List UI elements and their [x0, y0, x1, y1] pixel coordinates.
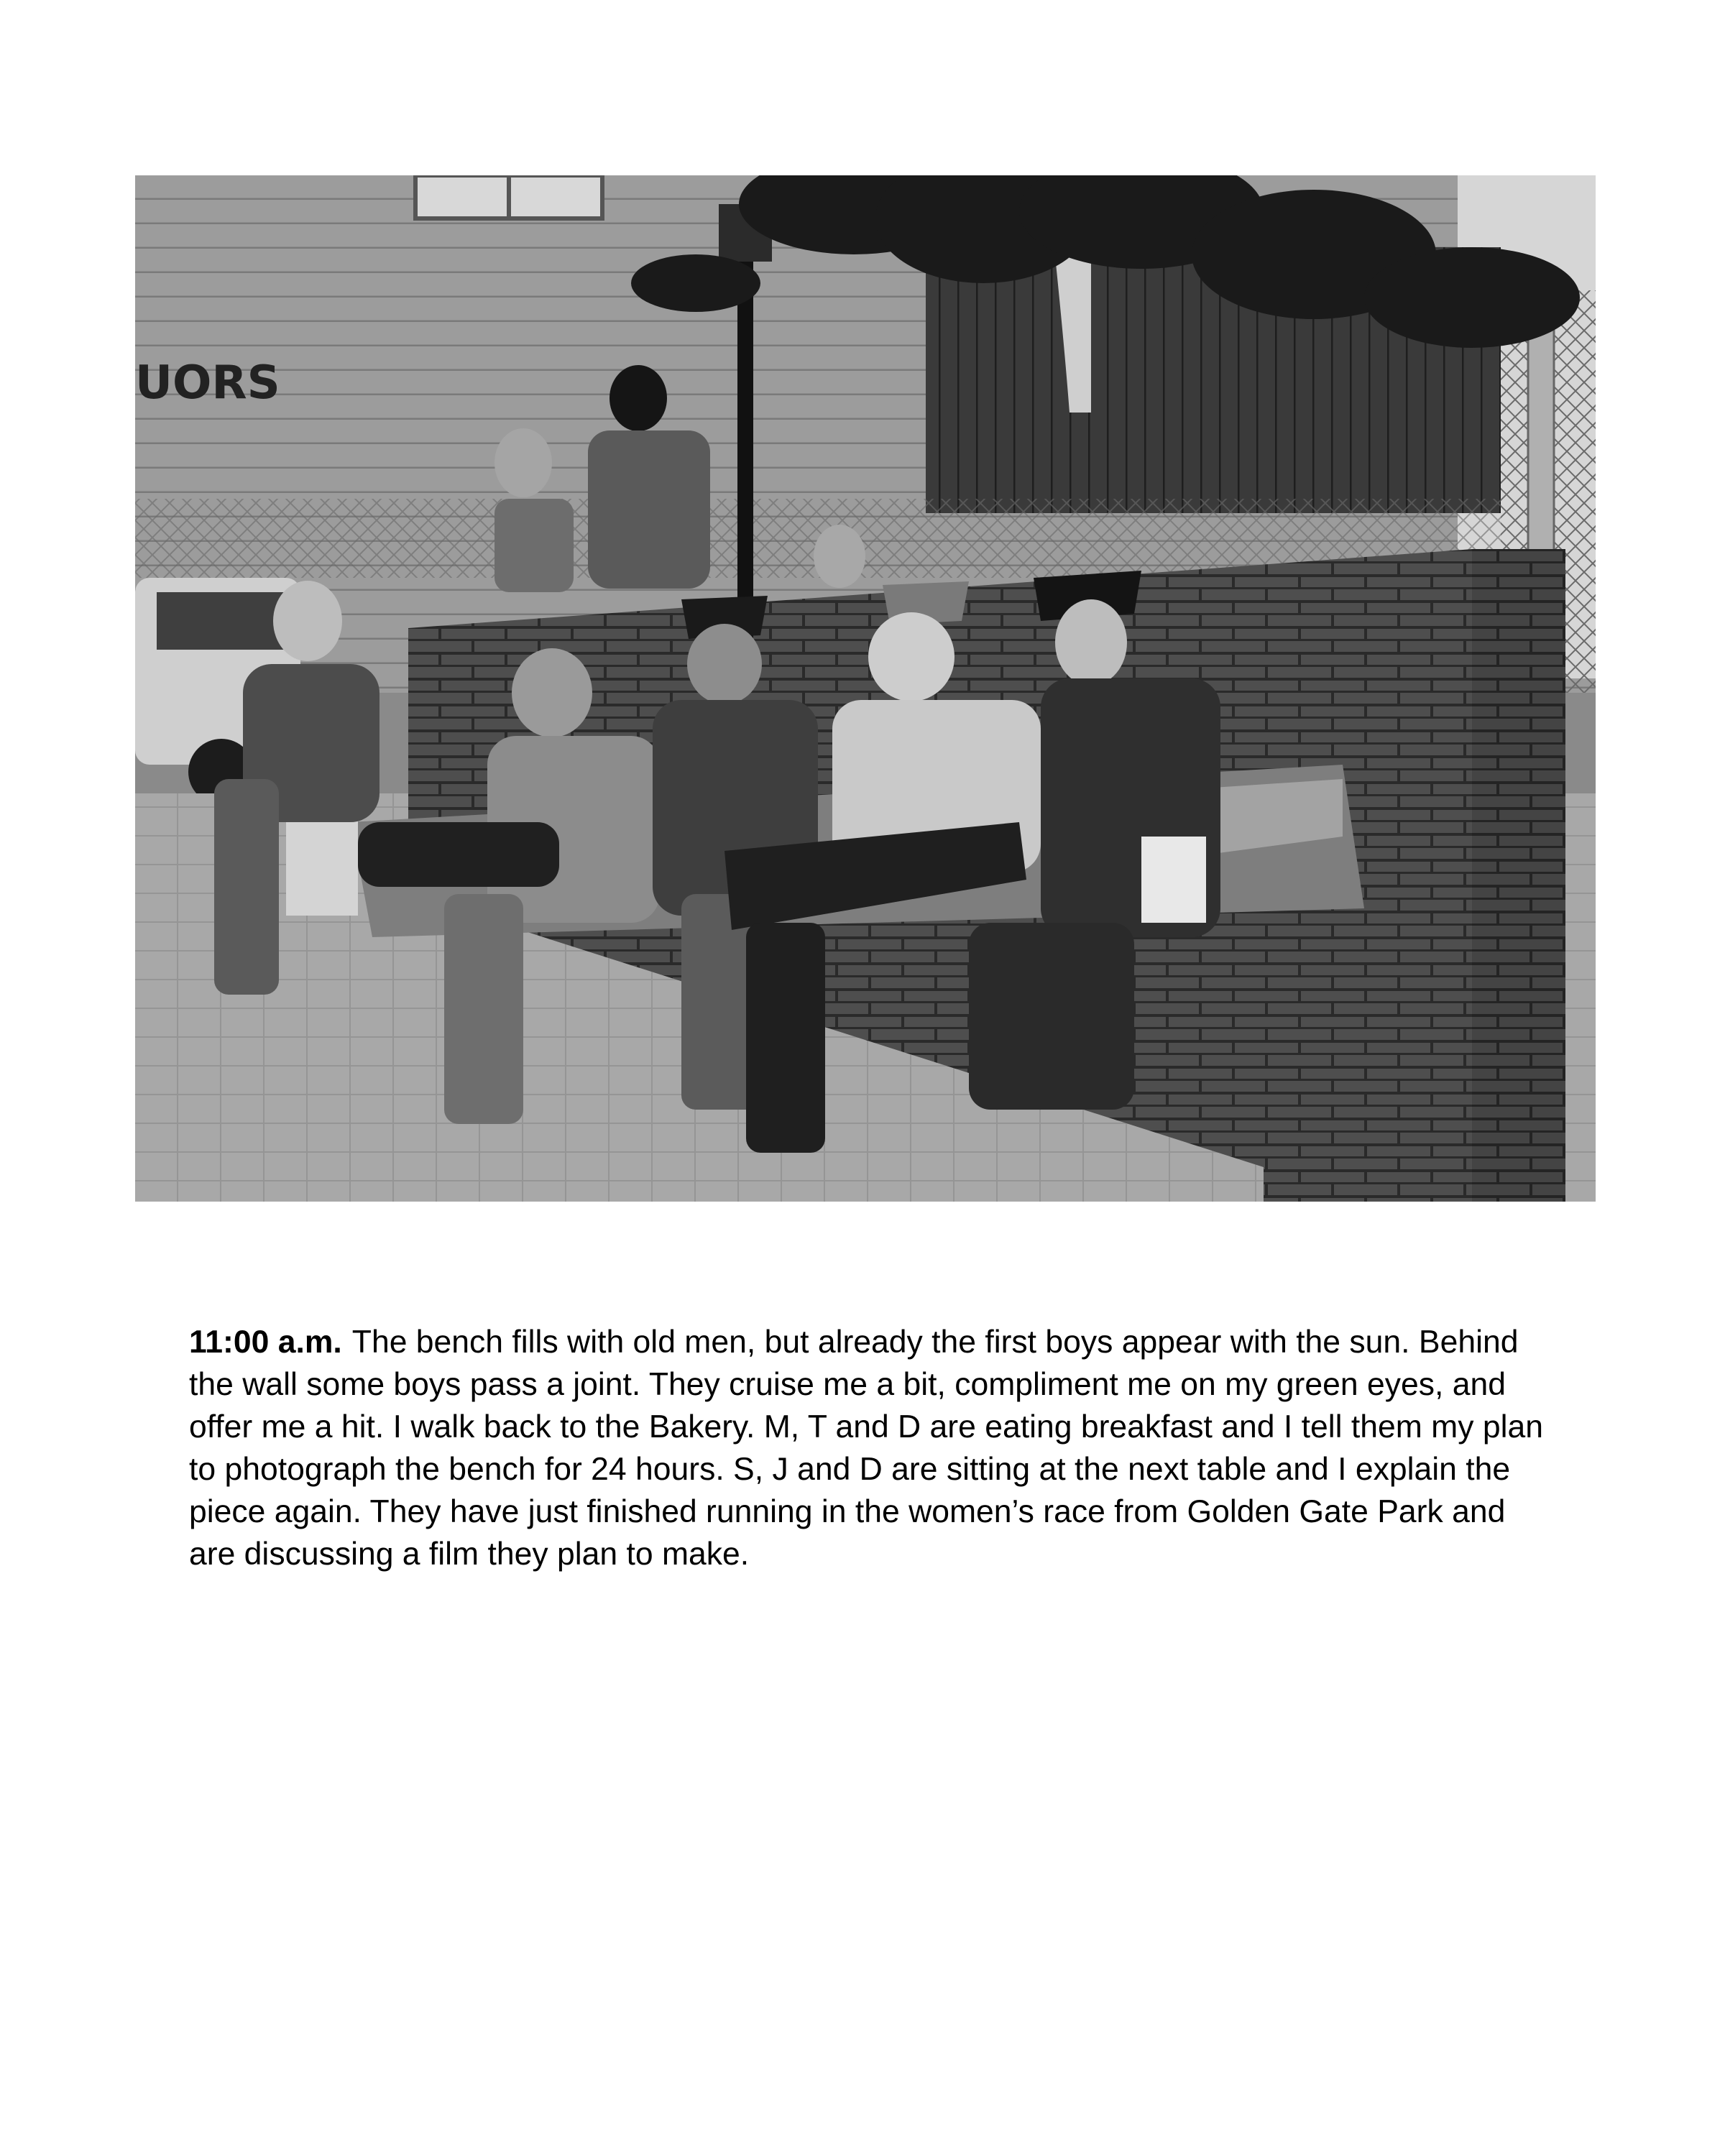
- street-photograph: [135, 175, 1596, 1202]
- caption-time: 11:00 a.m.: [189, 1325, 342, 1360]
- photograph-illustration: [135, 175, 1596, 1202]
- caption-text: The bench fills with old men, but already the first boys appear with the sun. Behind the wall some boys pass a joint. They cruise me a bit, compliment me on my green eyes, and offer me a hit. I walk back to the Bakery. M, T and D are eating breakfast and I tell them my plan to photograph the bench for 24 hours. S, J and D are sitting at the next table and I explain the piece again. They have just finished running in the women’s race from Golden Gate Park and are discussing a film they plan to make.: [189, 1325, 1543, 1572]
- store-sign: UORS: [135, 356, 280, 410]
- photo-caption: [189, 1321, 1555, 1575]
